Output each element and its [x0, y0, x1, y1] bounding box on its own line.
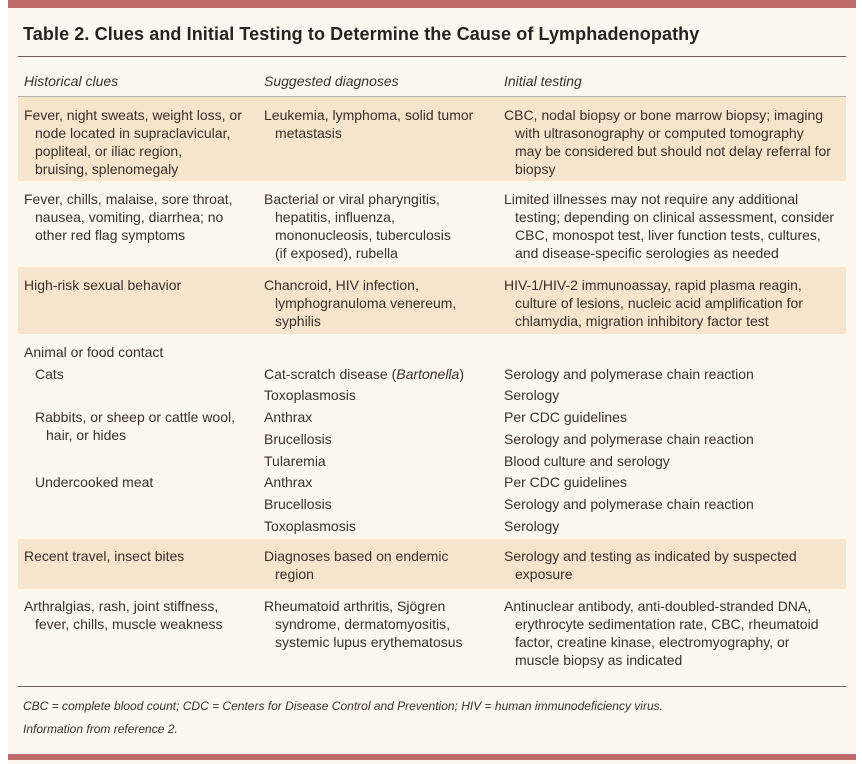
clues-cell — [24, 106, 242, 178]
top-accent-bar — [8, 0, 856, 8]
testing-line: may be considered but should not delay referral for — [515, 143, 831, 159]
testing-line: testing; depending on clinical assessment, consider — [515, 209, 835, 225]
clue-line: nausea, vomiting, diarrhea; no — [35, 209, 224, 225]
diagnosis-line: lymphogranuloma venereum, — [275, 295, 457, 311]
footer-rule — [18, 686, 846, 687]
testing-line: Per CDC guidelines — [504, 409, 627, 425]
diagnosis-line: region — [275, 566, 314, 582]
header-historical-clues: Historical clues — [24, 73, 119, 89]
diagnoses-cell — [264, 547, 448, 583]
abbreviations-footnote: CBC = complete blood count; CDC = Centers for Disease Control and Prevention; HIV = human immunodeficiency virus. — [23, 699, 663, 713]
diagnosis-line: Tularemia — [264, 453, 326, 469]
catscratch-organism: Bartonella — [396, 366, 460, 382]
diagnoses-cell — [264, 597, 463, 651]
diagnoses-cell — [264, 106, 473, 142]
testing-line: and disease-specific serologies as needed — [515, 245, 779, 261]
diagnosis-line: Diagnoses based on endemic — [264, 548, 449, 564]
testing-line: CBC, monospot test, liver function tests, cultures, — [515, 227, 821, 243]
table-row — [18, 97, 846, 181]
testing-line: exposure — [515, 566, 573, 582]
table-header — [8, 66, 856, 96]
diagnosis-line: Rheumatoid arthritis, Sjögren — [264, 598, 446, 614]
diagnosis-line: metastasis — [275, 125, 342, 141]
diagnosis-line: syndrome, dermatomyositis, — [275, 616, 451, 632]
clues-cell — [24, 276, 181, 294]
meat-label: Undercooked meat — [35, 474, 154, 490]
testing-cell — [504, 547, 797, 583]
header-initial-testing: Initial testing — [504, 73, 582, 89]
testing-line: muscle biopsy as indicated — [515, 652, 683, 668]
diagnosis-line: (if exposed), rubella — [275, 245, 398, 261]
clues-cell — [24, 547, 184, 565]
testing-line: biopsy — [515, 161, 556, 177]
diagnosis-line: Toxoplasmosis — [264, 387, 356, 403]
catscratch-prefix: Cat-scratch disease ( — [264, 366, 397, 382]
diagnosis-line: Brucellosis — [264, 431, 332, 447]
clue-line: fever, chills, muscle weakness — [35, 616, 223, 632]
header-suggested-diagnoses: Suggested diagnoses — [264, 73, 399, 89]
diagnosis-line: Toxoplasmosis — [264, 518, 356, 534]
diagnosis-line: Anthrax — [264, 409, 313, 425]
testing-line: Serology — [504, 387, 560, 403]
table-row — [18, 181, 846, 267]
testing-cell — [504, 190, 834, 262]
catscratch-diagnosis — [264, 365, 464, 383]
clue-line: Arthralgias, rash, joint stiffness, — [24, 598, 219, 614]
testing-cell — [504, 597, 818, 669]
rabbits-label: Rabbits, or sheep or cattle wool, — [35, 409, 235, 425]
clue-line: Recent travel, insect bites — [24, 548, 185, 564]
testing-line: chlamydia, migration inhibitory factor test — [515, 313, 769, 329]
testing-line: Serology and polymerase chain reaction — [504, 431, 754, 447]
table-row — [18, 267, 846, 334]
table-row — [18, 539, 846, 589]
table-row — [18, 589, 846, 675]
diagnosis-line: Chancroid, HIV infection, — [264, 277, 419, 293]
clue-line: High-risk sexual behavior — [24, 277, 182, 293]
diagnosis-line: Bacterial or viral pharyngitis, — [264, 191, 440, 207]
diagnosis-line: systemic lupus erythematosus — [275, 634, 463, 650]
testing-line: factor, creatine kinase, electromyography, or — [515, 634, 790, 650]
animal-heading: Animal or food contact — [24, 344, 164, 360]
clues-cell — [24, 597, 223, 633]
diagnosis-line: Leukemia, lymphoma, solid tumor — [264, 107, 474, 123]
testing-line: Serology and polymerase chain reaction — [504, 496, 754, 512]
cats-label: Cats — [35, 366, 64, 382]
clue-line: node located in supraclavicular, — [35, 125, 231, 141]
diagnosis-line: hepatitis, influenza, — [275, 209, 395, 225]
diagnoses-cell — [264, 276, 456, 330]
diagnosis-line: syphilis — [275, 313, 321, 329]
diagnosis-line: mononucleosis, tuberculosis — [275, 227, 451, 243]
testing-line: Limited illnesses may not require any additional — [504, 191, 799, 207]
table-title: Table 2. Clues and Initial Testing to Determine the Cause of Lymphadenopathy — [23, 24, 700, 44]
testing-line: Blood culture and serology — [504, 453, 670, 469]
diagnosis-line: Brucellosis — [264, 496, 332, 512]
testing-line: CBC, nodal biopsy or bone marrow biopsy; imaging — [504, 107, 824, 123]
bottom-accent-bar — [8, 754, 856, 760]
table-panel — [8, 0, 856, 764]
testing-line: Serology and testing as indicated by suspected — [504, 548, 797, 564]
clue-line: other red flag symptoms — [35, 227, 186, 243]
diagnoses-cell — [264, 190, 451, 262]
testing-line: Serology and polymerase chain reaction — [504, 366, 754, 382]
clue-line: Fever, night sweats, weight loss, or — [24, 107, 242, 123]
testing-line: with ultrasonography or computed tomography — [515, 125, 804, 141]
testing-line: culture of lesions, nucleic acid amplification for — [515, 295, 803, 311]
clue-line: bruising, splenomegaly — [35, 161, 179, 177]
testing-cell — [504, 276, 803, 330]
testing-line: erythrocyte sedimentation rate, CBC, rheumatoid — [515, 616, 819, 632]
rabbits-label-cont: hair, or hides — [46, 427, 127, 443]
testing-line: Serology — [504, 518, 560, 534]
diagnosis-line: Anthrax — [264, 474, 313, 490]
table-row-animal-contact — [18, 334, 846, 539]
testing-line: Per CDC guidelines — [504, 474, 627, 490]
catscratch-suffix: ) — [459, 366, 464, 382]
title-rule — [18, 56, 846, 57]
clue-line: Fever, chills, malaise, sore throat, — [24, 191, 233, 207]
testing-line: HIV-1/HIV-2 immunoassay, rapid plasma reagin, — [504, 277, 802, 293]
clues-cell — [24, 190, 233, 244]
testing-cell — [504, 106, 831, 178]
source-note: Information from reference 2. — [23, 722, 178, 736]
clue-line: popliteal, or iliac region, — [35, 143, 183, 159]
testing-line: Antinuclear antibody, anti-doubled-stranded DNA, — [504, 598, 812, 614]
